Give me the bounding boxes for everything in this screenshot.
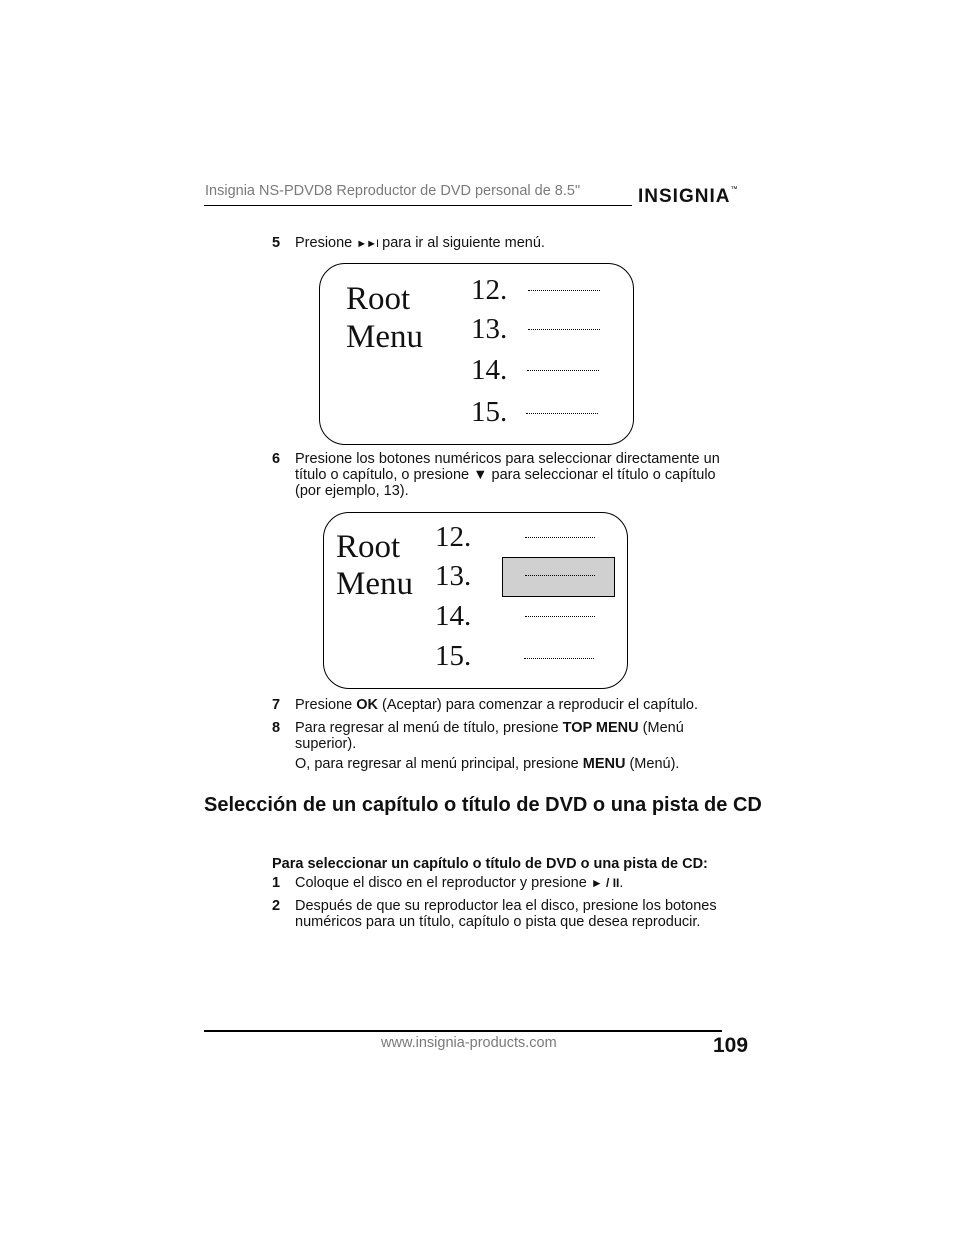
page-number: 109 — [713, 1034, 749, 1057]
header-rule — [204, 205, 632, 206]
root-label: Root — [346, 281, 411, 317]
menu-item-15: 15. — [471, 396, 508, 428]
dotted-line — [527, 370, 599, 371]
dotted-line — [528, 290, 600, 291]
dotted-line — [526, 413, 598, 414]
menu-item-12: 12. — [471, 274, 508, 306]
menu-item-14: 14. — [471, 354, 508, 386]
menu-item-13: 13. — [471, 313, 508, 345]
root-label: Root — [336, 529, 401, 565]
menu-item-12: 12. — [435, 521, 472, 553]
play-pause-icon: ► / II — [590, 876, 620, 890]
dotted-line — [525, 575, 595, 576]
menu-label: Menu — [336, 566, 413, 602]
footer-rule — [204, 1030, 722, 1032]
menu-key-label: MENU — [582, 756, 626, 772]
section-subheading: Para seleccionar un capítulo o título de DVD o una pista de CD: — [272, 856, 708, 872]
section-heading: Selección de un capítulo o título de DVD o una pista de CD — [204, 794, 762, 816]
menu-label: Menu — [346, 319, 423, 355]
ok-key-label: OK — [356, 697, 379, 713]
root-menu-screen-1 — [319, 263, 634, 445]
dotted-line — [528, 329, 600, 330]
next-track-icon: ►►I — [356, 238, 379, 250]
dotted-line — [525, 616, 595, 617]
dotted-line — [524, 658, 594, 659]
footer-url: www.insignia-products.com — [381, 1035, 557, 1051]
header-title: Insignia NS-PDVD8 Reproductor de DVD personal de 8.5" — [205, 183, 581, 199]
insignia-logo: INSIGNIA™ — [638, 186, 738, 207]
menu-item-13: 13. — [435, 560, 472, 592]
menu-item-15: 15. — [435, 640, 472, 672]
top-menu-key-label: TOP MENU — [562, 720, 639, 736]
root-menu-screen-2 — [323, 512, 628, 689]
dotted-line — [525, 537, 595, 538]
selected-highlight — [502, 557, 615, 597]
menu-item-14: 14. — [435, 600, 472, 632]
